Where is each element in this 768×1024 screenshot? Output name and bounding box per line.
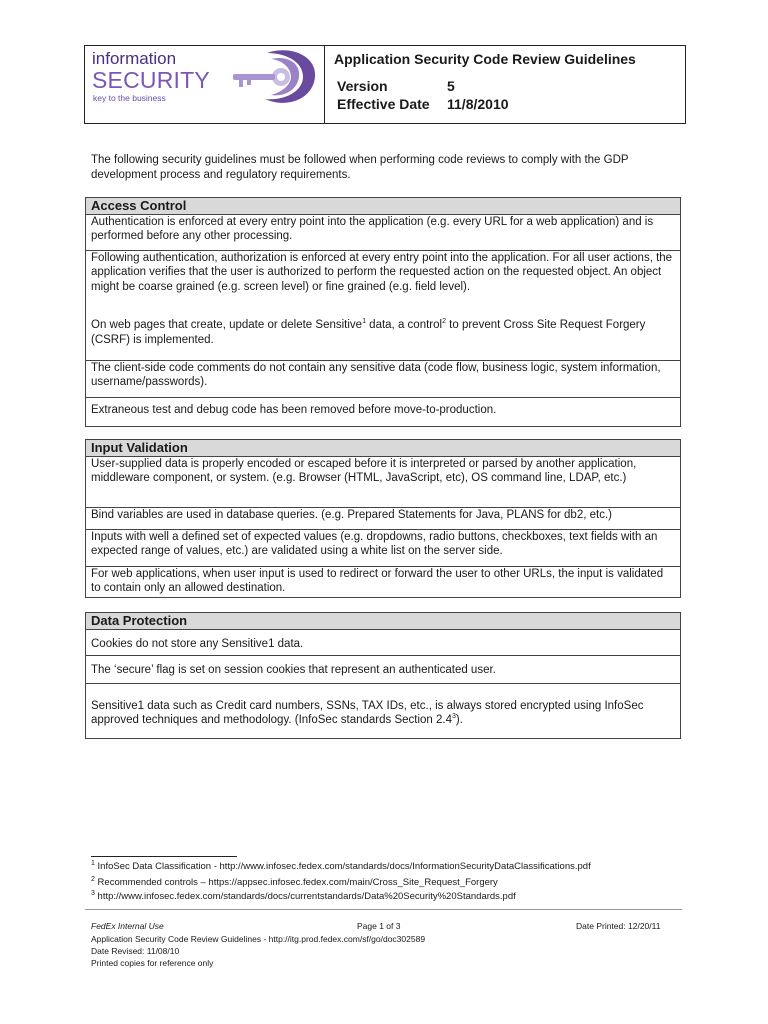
footer-date-revised: Date Revised: 11/08/10 — [91, 946, 180, 956]
version-value: 5 — [447, 78, 455, 94]
section-title: Access Control — [86, 198, 680, 215]
guideline-row — [86, 251, 680, 361]
footer-document-line: Application Security Code Review Guidelines - http://itg.prod.fedex.com/sf/go/doc302589 — [91, 934, 426, 944]
footnote: $^2$ Recommended controls – https://appsec.infosec.fedex.com/main/Cross_Site_Request_Forgery — [91, 875, 498, 888]
key-logo-icon — [227, 47, 319, 107]
footer-copies-note: Printed copies for reference only — [91, 958, 214, 968]
document-header — [84, 45, 686, 124]
footer-divider — [85, 909, 682, 910]
intro-paragraph: The following security guidelines must be followed when performing code reviews to comply with the GDP development process and regulatory requirements. — [91, 154, 629, 181]
section-title: Data Protection — [86, 613, 680, 630]
footnote-divider — [91, 856, 237, 857]
input-validation-section — [85, 439, 681, 598]
guideline-text: User-supplied data is properly encoded or escaped before it is interpreted or parsed by another application, middleware component, or system. (e.g. Browser (HTML, JavaScript, etc), OS command line, LDAP, etc.) — [91, 458, 637, 485]
document-title: Application Security Code Review Guidelines — [334, 51, 636, 67]
guideline-row — [86, 684, 680, 738]
access-control-section — [85, 197, 681, 427]
infosec-logo — [85, 46, 325, 123]
effective-date-value: 11/8/2010 — [447, 96, 509, 112]
guideline-text: For web applications, when user input is used to redirect or forward the user to other URLs, the input is validated to contain only an allowed destination. — [91, 568, 664, 595]
guideline-text: Bind variables are used in database queries. (e.g. Prepared Statements for Java, PLANS for db2, etc.) — [91, 509, 612, 521]
footer-classification: FedEx Internal Use — [91, 921, 164, 931]
footnote: $^3$ http://www.infosec.fedex.com/standards/docs/currentstandards/Data%20Security%20Standards.pdf — [91, 889, 516, 902]
footer-date-printed: Date Printed: 12/20/11 — [576, 921, 661, 931]
effective-date-label: Effective Date — [337, 96, 430, 112]
logo-line-1: information — [92, 49, 177, 68]
guideline-text: Authentication is enforced at every entry point into the application (e.g. every URL for a web application) and is performed before any other processing. — [91, 216, 654, 243]
data-protection-section — [85, 612, 681, 739]
guideline-text: Following authentication, authorization is enforced at every entry point into the application. For all user actions, the application verifies that the user is authorized to perform the requested action on the requested object. An object might be coarse grained (e.g. screen level) or fine grained (e.g. field level). — [91, 252, 673, 293]
guideline-text: Cookies do not store any Sensitive1 data. — [91, 638, 304, 650]
guideline-row — [86, 530, 680, 567]
guideline-text: The client-side code comments do not contain any sensitive data (code flow, business logic, system information, username/passwords). — [91, 362, 661, 389]
footer-page-number: Page 1 of 3 — [357, 921, 401, 931]
guideline-text: Extraneous test and debug code has been removed before move-to-production. — [91, 404, 497, 416]
logo-tagline: key to the business — [93, 93, 166, 103]
guideline-row — [86, 361, 680, 398]
guideline-row — [86, 508, 680, 530]
guideline-row — [86, 656, 680, 684]
guideline-text: Sensitive1 data such as Credit card numbers, SSNs, TAX IDs, etc., is always stored encrypted using InfoSec approved techniques and methodology. (InfoSec standards Section $2.4^3$). — [91, 700, 644, 727]
guideline-row — [86, 215, 680, 251]
guideline-row — [86, 567, 680, 597]
section-title: Input Validation — [86, 440, 680, 457]
guideline-row — [86, 398, 680, 426]
footnote: $^1$ InfoSec Data Classification - http://www.infosec.fedex.com/standards/docs/InformationSecurityDataClassifications.pdf — [91, 859, 591, 872]
guideline-text: Inputs with well a defined set of expected values (e.g. dropdowns, radio buttons, checkboxes, text fields with an expected range of values, etc.) are validated using a white list on the server side. — [91, 531, 658, 558]
version-label: Version — [337, 78, 388, 94]
guideline-row — [86, 630, 680, 656]
logo-line-2: SECURITY — [92, 67, 210, 93]
effective-date-row — [337, 95, 685, 113]
guideline-text: The ‘secure’ flag is set on session cookies that represent an authenticated user. — [91, 664, 496, 676]
version-row — [337, 77, 685, 95]
document-info — [325, 46, 685, 123]
guideline-text: On web pages that create, update or delete Sensitive$^1$ data, a control$^2$ to prevent Cross Site Request Forgery (CSRF) is implemented. — [91, 318, 646, 346]
guideline-row — [86, 457, 680, 508]
